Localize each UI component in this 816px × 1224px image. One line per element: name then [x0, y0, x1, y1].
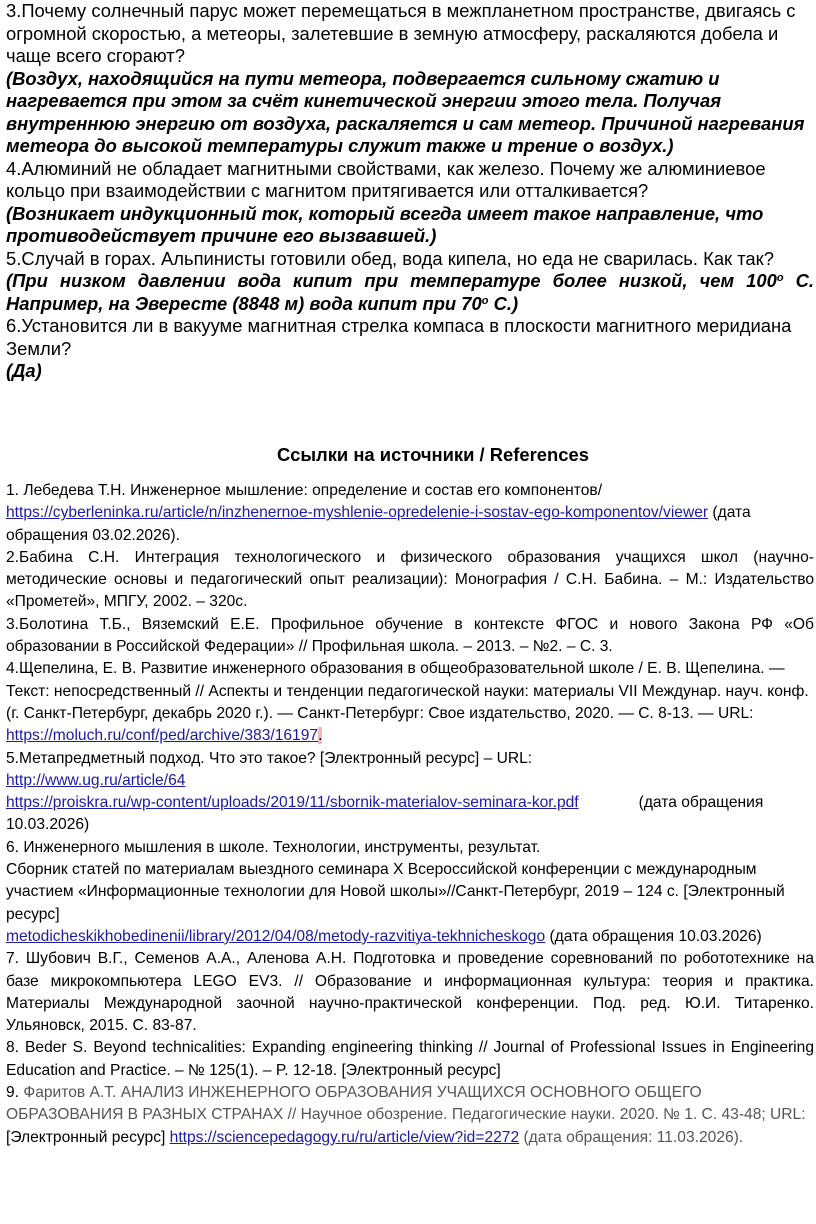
reference-5: 5.Метапредметный подход. Что это такое? [Электронный ресурс] – URL: http://www.ug.ru/article/64 https://proiskra.ru/wp-content/uploads/2019/11/sbornik-materialov-seminara-kor.pdf (дата обращения 10.03.2026) [6, 749, 764, 834]
reference-2: 2.Бабина С.Н. Интеграция технологического и физического образования учащихся школ (научно-методические основы и педагогический опыт реализации): Монография / С.Н. Бабина. – М.: Издательство «Прометей», МПГУ, 2002. – 320с. [6, 548, 814, 611]
reference-7: 7. Шубович В.Г., Семенов А.А., Аленова А.Н. Подготовка и проведение соревнований по робототехнике на базе микрокомпьютера LEGO EV3. // Образование и информационная культура: теория и практика. Материалы Международной заочной научно-практической конференции. Под. ред. Ю.И. Титаренко. Ульяновск, 2015. С. 83-87. [6, 950, 814, 1035]
answer-5: (При низком давлении вода кипит при температуре более низкой, чем $100^о$ С. Например, на Эвересте (8848 м) вода кипит при $70^о$ С.) [6, 270, 814, 314]
reference-4-link[interactable]: https://moluch.ru/conf/ped/archive/383/16197 [6, 727, 319, 745]
question-6: 6.Установится ли в вакууме магнитная стрелка компаса в плоскости магнитного меридиана Земли? [6, 315, 792, 359]
reference-6-link[interactable]: metodicheskikhobedinenii/library/2012/04/08/metody-razvitiya-tekhnicheskogo [6, 927, 546, 945]
question-4: 4.Алюминий не обладает магнитными свойствами, как железо. Почему же алюминиевое кольцо при взаимодействии с магнитом притягивается или отталкивается? [6, 157, 766, 201]
question-5: 5.Случай в горах. Альпинисты готовили обед, вода кипела, но еда не сварилась. Как так? [6, 247, 774, 269]
answer-3: (Воздух, находящийся на пути метеора, подвергается сильному сжатию и нагревается при этом за счёт кинетической энергии этого тела. Получая внутреннюю энергию от воздуха, раскаляется и сам метеор. Причиной нагревания метеора до высокой температуры служит также и трение о воздух.) [6, 67, 805, 156]
answer-4: (Возникает индукционный ток, который всегда имеет такое направление, что противодействует причине его вызвавшей.) [6, 202, 764, 246]
reference-1-link[interactable]: https://cyberleninka.ru/article/n/inzhenernoe-myshlenie-opredelenie-i-sostav-ego-komponentov/viewer [6, 504, 709, 522]
answer-6: (Да) [6, 360, 42, 381]
references-heading: Ссылки на источники / References [277, 444, 589, 465]
highlight-mark: . [318, 727, 323, 745]
questions-section [6, 0, 814, 383]
reference-1: 1. Лебедева Т.Н. Инженерное мышление: определение и состав его компонентов/ https://cyberleninka.ru/article/n/inzhenernoe-myshlenie-opredelenie-i-sostav-ego-komponentov/viewer (дата обращения 03.02.2026). [6, 482, 751, 544]
reference-6: 6. Инженерного мышления в школе. Технологии, инструменты, результат. Сборник статей по материалам выездного семинара X Всероссийской конференции с международным участием «Информационные технологии для Новой школы»//Санкт-Петербург, 2019 – 124 с. [Электронный ресурс] metodicheskikhobedinenii/library/2012/04/08/metody-razvitiya-tekhnicheskogo (дата обращения 10.03.2026) [6, 838, 785, 945]
reference-9-link[interactable]: https://sciencepedagogy.ru/ru/article/view?id=2272 [169, 1128, 520, 1146]
reference-9: 9. Фаритов А.Т. АНАЛИЗ ИНЖЕНЕРНОГО ОБРАЗОВАНИЯ УЧАЩИХСЯ ОСНОВНОГО ОБЩЕГО ОБРАЗОВАНИЯ В РАЗНЫХ СТРАНАХ // Научное обозрение. Педагогические науки. 2020. № 1. С. 43-48; URL: [Электронный ресурс] https://sciencepedagogy.ru/ru/article/view?id=2272 (дата обращения: 11.03.2026). [6, 1084, 806, 1146]
reference-5-link-1[interactable]: http://www.ug.ru/article/64 [6, 771, 186, 789]
reference-3: 3.Болотина Т.Б., Вяземский Е.Е. Профильное обучение в контексте ФГОС и нового Закона РФ «Об образовании в Российской Федерации» // Профильная школа. – 2013. – №2. – С. 3. [6, 615, 814, 656]
question-3: 3.Почему солнечный парус может перемещаться в межпланетном пространстве, двигаясь с огромной скоростью, а метеоры, залетевшие в земную атмосферу, раскаляются добела и чаще всего сгорают? [6, 0, 796, 66]
reference-4: 4.Щепелина, Е. В. Развитие инженерного образования в общеобразовательной школе / Е. В. Щепелина. — Текст: непосредственный // Аспекты и тенденции педагогической науки: материалы VII Междунар. науч. конф. (г. Санкт-Петербург, декабрь 2020 г.). — Санкт-Петербург: Свое издательство, 2020. — С. 8-13. — URL: https://moluch.ru/conf/ped/archive/383/16197. [6, 660, 809, 745]
degree-sup-1: о [776, 272, 784, 284]
references-list [6, 480, 814, 1149]
degree-sup-2: о [481, 294, 489, 307]
reference-8: 8. Beder S. Beyond technicalities: Expanding engineering thinking // Journal of Professional Issues in Engineering Education and Practice. – № 125(1). – P. 12-18. [Электронный ресурс] [6, 1039, 814, 1079]
reference-5-link-2[interactable]: https://proiskra.ru/wp-content/uploads/2019/11/sbornik-materialov-seminara-kor.pdf [6, 794, 579, 812]
